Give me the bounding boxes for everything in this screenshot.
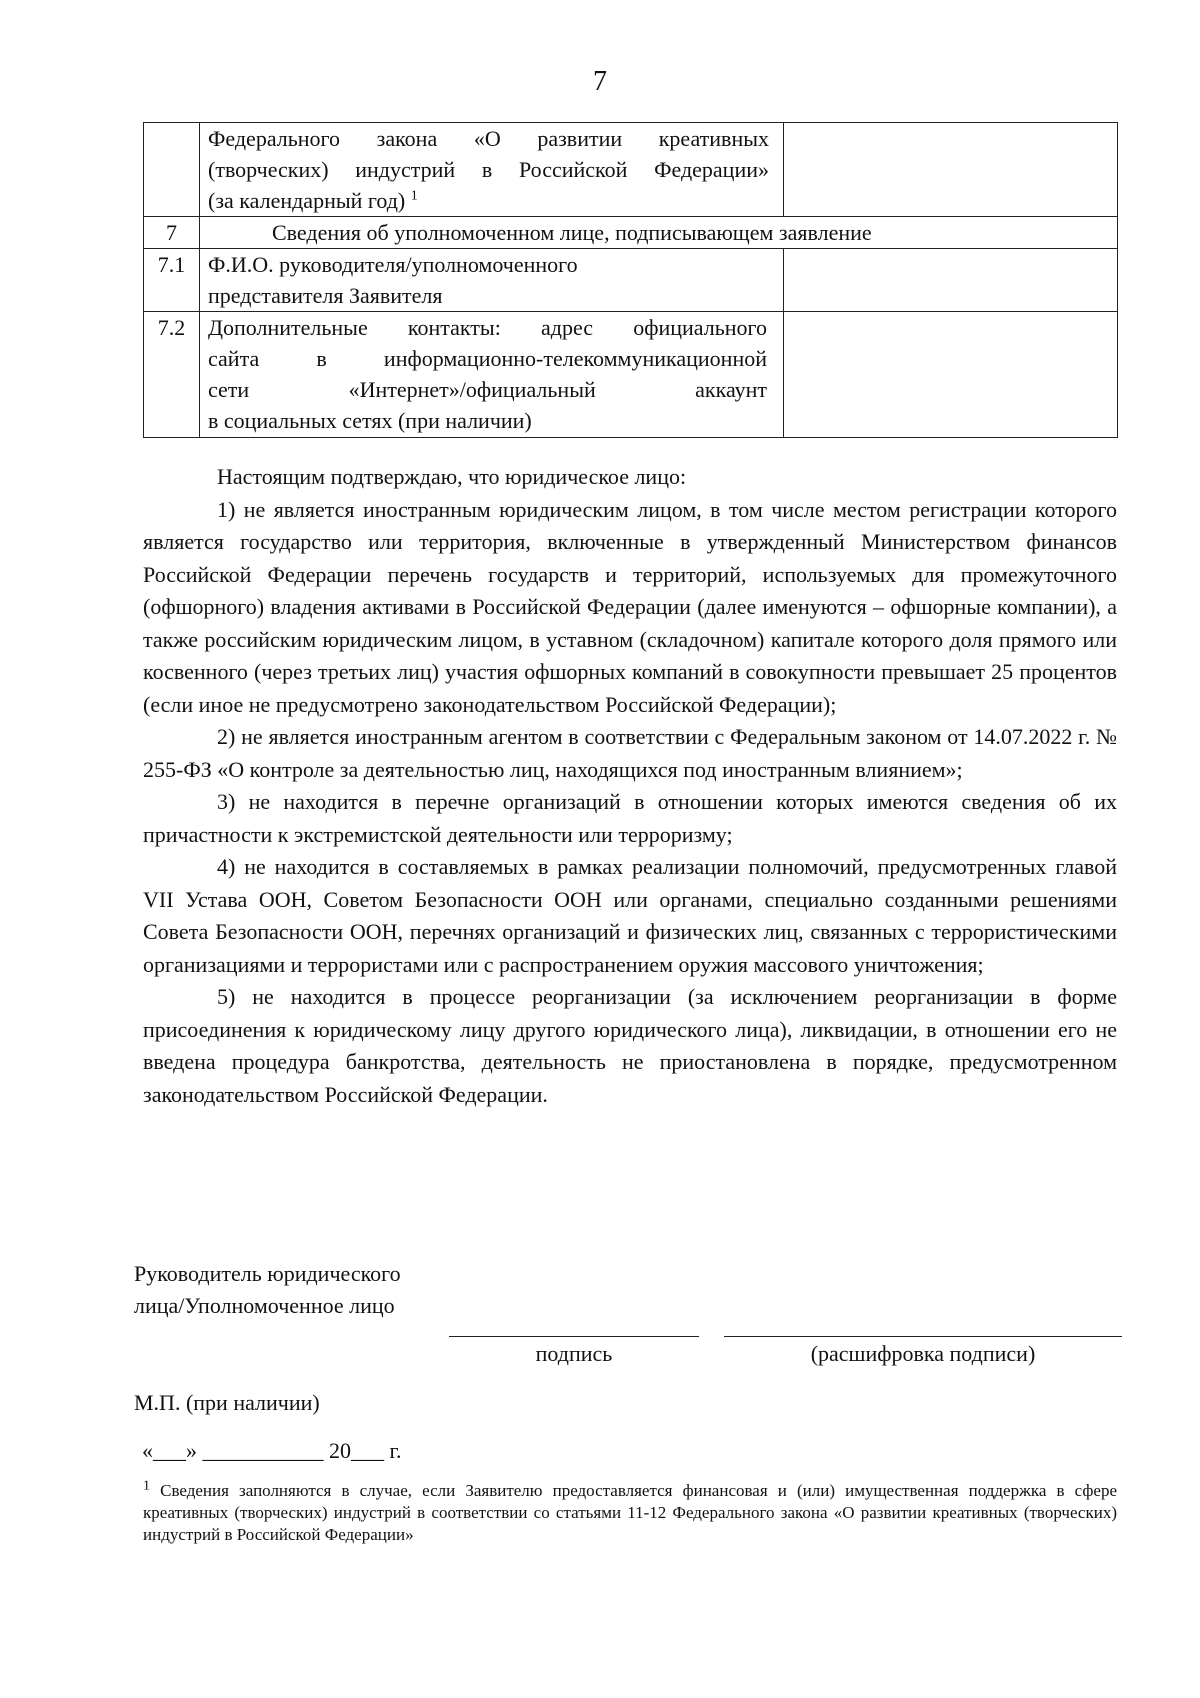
table-row bbox=[144, 312, 1118, 438]
signature-decode-caption: (расшифровка подписи) bbox=[810, 1341, 1036, 1366]
row-value-field[interactable] bbox=[784, 249, 1118, 312]
row-value-field[interactable] bbox=[784, 312, 1118, 438]
table-row-continuation bbox=[144, 123, 1118, 217]
footnote-mark: 1 bbox=[143, 1478, 150, 1494]
row-line: (за календарный год) bbox=[208, 188, 406, 213]
declaration-intro: Настоящим подтверждаю, что юридическое лицо: bbox=[217, 464, 687, 489]
row-line: Федерального закона «О развитии креативных bbox=[208, 126, 769, 151]
row-number: 7.1 bbox=[144, 249, 200, 312]
row-line: Ф.И.О. руководителя/уполномоченного bbox=[208, 252, 578, 277]
stamp-place: М.П. (при наличии) bbox=[134, 1390, 320, 1415]
form-table bbox=[143, 122, 1118, 438]
page-number: 7 bbox=[593, 66, 607, 97]
declaration-item: 3) не находится в перечне организаций в отношении которых имеются сведения об их причастности к экстремистской деятельности или терроризму; bbox=[143, 789, 1117, 847]
signature-decode-line[interactable] bbox=[724, 1336, 1122, 1337]
date-field[interactable]: «___» ___________ 20___ г. bbox=[142, 1438, 402, 1463]
signature-caption: подпись bbox=[535, 1341, 613, 1366]
row-line: (творческих) индустрий в Российской Федерации» bbox=[208, 157, 769, 182]
table-row bbox=[144, 249, 1118, 312]
row-line: сети «Интернет»/официальный аккаунт bbox=[208, 377, 767, 402]
declaration-item: 4) не находится в составляемых в рамках реализации полномочий, предусмотренных главой VII Устава ООН, Советом Безопасности ООН или органами, специально созданными решениями Совета Безопасности ООН, перечнях организаций и физических лиц, связанных с террористическими организациями и террористами или с распространением оружия массового уничтожения; bbox=[143, 854, 1117, 977]
section-title: Сведения об уполномоченном лице, подписывающем заявление bbox=[200, 217, 1118, 249]
row-line: сайта в информационно-телекоммуникационной bbox=[208, 346, 767, 371]
declaration-text bbox=[143, 461, 1117, 1111]
declaration-item: 1) не является иностранным юридическим лицом, в том числе местом регистрации которого является государство или территория, включенные в утвержденный Министерством финансов Российской Федерации перечень государств и территорий, используемых для промежуточного (офшорного) владения активами в Российской Федерации (далее именуются – офшорные компании), а также российским юридическим лицом, в уставном (складочном) капитале которого доля прямого или косвенного (через третьих лиц) участия офшорных компаний в совокупности превышает 25 процентов (если иное не предусмотрено законодательством Российской Федерации); bbox=[143, 496, 1117, 717]
row-line: представителя Заявителя bbox=[208, 283, 443, 308]
row-description bbox=[200, 312, 784, 438]
signer-label-line: лица/Уполномоченное лицо bbox=[134, 1293, 395, 1318]
row-description bbox=[200, 123, 784, 217]
signature-line[interactable] bbox=[449, 1336, 699, 1337]
signer-label bbox=[134, 1258, 401, 1322]
footnote-text: Сведения заполняются в случае, если Заявителю предоставляется финансовая и (или) имущественная поддержка в сфере креативных (творческих) индустрий в соответствии со статьями 11-12 Федерального закона «О развитии креативных (творческих) индустрий в Российской Федерации» bbox=[143, 1481, 1117, 1544]
section-number: 7 bbox=[144, 217, 200, 249]
table-section-row bbox=[144, 217, 1118, 249]
declaration-item: 5) не находится в процессе реорганизации (за исключением реорганизации в форме присоединения к юридическому лицу другого юридического лица), ликвидации, в отношении его не введена процедура банкротства, деятельность не приостановлена в порядке, предусмотренном законодательством Российской Федерации. bbox=[143, 984, 1117, 1107]
row-value-field[interactable] bbox=[784, 123, 1118, 217]
footnote-ref: 1 bbox=[410, 188, 418, 204]
declaration-item: 2) не является иностранным агентом в соответствии с Федеральным законом от 14.07.2022 г. № 255-ФЗ «О контроле за деятельностью лиц, находящихся под иностранным влиянием»; bbox=[143, 724, 1117, 782]
row-description bbox=[200, 249, 784, 312]
row-number bbox=[144, 123, 200, 217]
footnote bbox=[143, 1480, 1117, 1546]
signer-label-line: Руководитель юридического bbox=[134, 1261, 401, 1286]
row-line: Дополнительные контакты: адрес официального bbox=[208, 315, 767, 340]
row-line: в социальных сетях (при наличии) bbox=[208, 408, 532, 433]
row-number: 7.2 bbox=[144, 312, 200, 438]
